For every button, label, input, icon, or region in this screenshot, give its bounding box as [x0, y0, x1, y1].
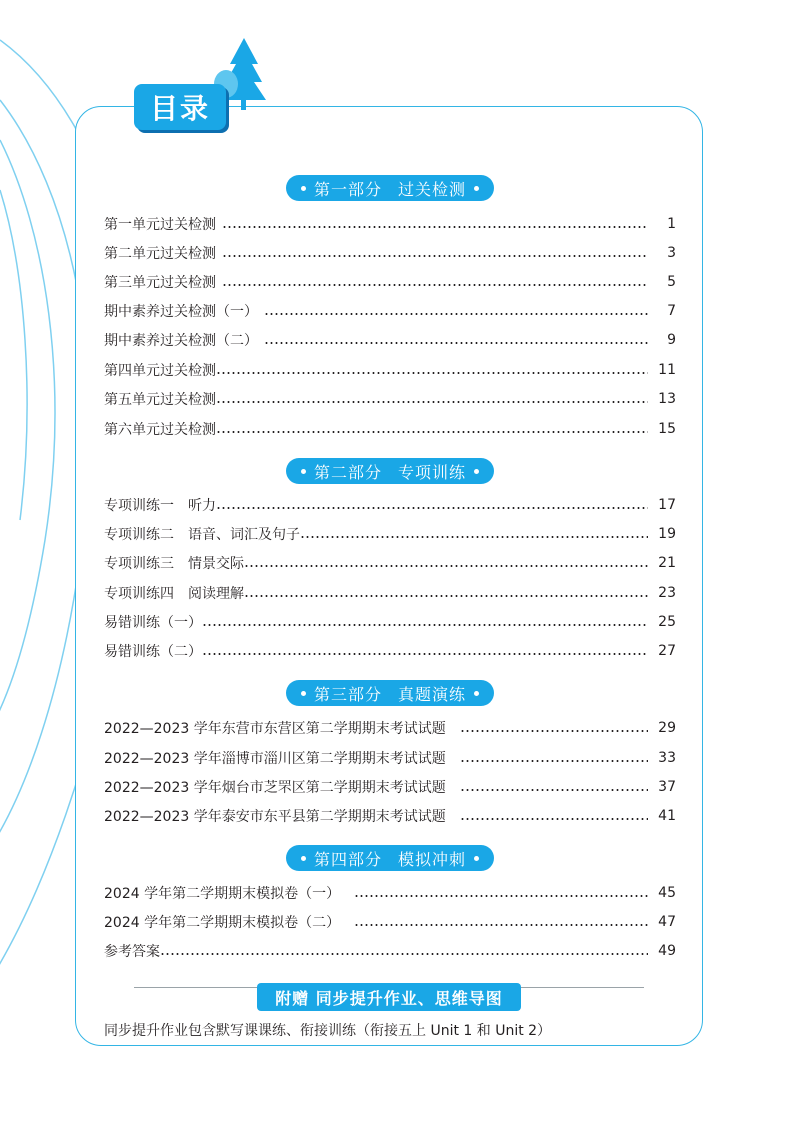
toc-entry[interactable] — [104, 883, 676, 903]
entry-page: 47 — [658, 914, 676, 930]
leader-dots — [222, 255, 648, 257]
dot-icon — [301, 469, 306, 474]
entry-page: 27 — [658, 643, 676, 659]
entry-page: 3 — [667, 245, 676, 261]
entry-page: 17 — [658, 497, 676, 513]
leader-dots — [354, 895, 648, 897]
toc-entry[interactable] — [104, 272, 676, 292]
entry-label: 期中素养过关检测（一） — [104, 304, 258, 320]
section-prefix: 第四部分 — [313, 849, 382, 869]
entry-page: 33 — [658, 750, 676, 766]
bonus-title: 附赠 同步提升作业、思维导图 — [275, 988, 503, 1008]
bonus-note: 同步提升作业包含默写课课练、衔接训练（衔接五上 Unit 1 和 Unit 2） — [104, 1023, 552, 1039]
entry-label: 易错训练（二） — [104, 644, 202, 660]
entry-page: 15 — [658, 421, 676, 437]
entry-label: 第三单元过关检测 — [104, 275, 216, 291]
leader-dots — [460, 818, 648, 820]
section-name: 过关检测 — [398, 179, 467, 199]
toc-title: 目录 — [149, 92, 210, 125]
entry-page: 45 — [658, 885, 676, 901]
entry-page: 49 — [658, 943, 676, 959]
entry-label: 2022—2023 学年淄博市淄川区第二学期期末考试试题 — [104, 751, 446, 767]
entry-sublabel: 听力 — [188, 498, 216, 514]
entry-page: 25 — [658, 614, 676, 630]
leader-dots — [216, 372, 648, 374]
entry-label: 参考答案 — [104, 944, 160, 960]
entry-label: 专项训练四 — [104, 586, 174, 602]
entry-label: 专项训练二 — [104, 527, 174, 543]
leader-dots — [160, 953, 648, 955]
entry-sublabel: 语音、词汇及句子 — [188, 527, 300, 543]
entry-page: 23 — [658, 585, 676, 601]
leader-dots — [300, 536, 648, 538]
leader-dots — [216, 431, 648, 433]
leader-dots — [460, 760, 648, 762]
toc-entry[interactable] — [104, 524, 676, 544]
entry-page: 29 — [658, 720, 676, 736]
entry-page: 1 — [667, 216, 676, 232]
toc-entry[interactable] — [104, 941, 676, 961]
toc-entry[interactable] — [104, 777, 676, 797]
toc-entry[interactable] — [104, 612, 676, 632]
entry-label: 2022—2023 学年烟台市芝罘区第二学期期末考试试题 — [104, 780, 446, 796]
toc-entry[interactable] — [104, 330, 676, 350]
section-name: 模拟冲刺 — [398, 849, 467, 869]
leader-dots — [354, 924, 648, 926]
toc-entry[interactable] — [104, 495, 676, 515]
section-name: 专项训练 — [398, 462, 467, 482]
entry-sublabel: 情景交际 — [188, 556, 244, 572]
toc-entry[interactable] — [104, 214, 676, 234]
toc-entry[interactable] — [104, 806, 676, 826]
toc-entry[interactable] — [104, 641, 676, 661]
toc-title-tab — [134, 84, 226, 130]
dot-icon — [474, 469, 479, 474]
dot-icon — [301, 856, 306, 861]
dot-icon — [474, 186, 479, 191]
entry-label: 期中素养过关检测（二） — [104, 333, 258, 349]
toc-entry[interactable] — [104, 243, 676, 263]
toc-entry[interactable] — [104, 583, 676, 603]
entry-label: 易错训练（一） — [104, 615, 202, 631]
entry-page: 11 — [658, 362, 676, 378]
entry-label: 第六单元过关检测 — [104, 422, 216, 438]
entry-label: 第四单元过关检测 — [104, 363, 216, 379]
entry-label: 专项训练一 — [104, 498, 174, 514]
entry-label: 第二单元过关检测 — [104, 246, 216, 262]
leader-dots — [264, 313, 648, 315]
entry-sublabel: 阅读理解 — [188, 586, 244, 602]
toc-entry[interactable] — [104, 748, 676, 768]
entry-page: 21 — [658, 555, 676, 571]
section-name: 真题演练 — [398, 684, 467, 704]
toc-entry[interactable] — [104, 360, 676, 380]
leader-dots — [202, 624, 648, 626]
section-prefix: 第一部分 — [313, 179, 382, 199]
entry-label: 专项训练三 — [104, 556, 174, 572]
entry-label: 2024 学年第二学期期末模拟卷（二） — [104, 915, 341, 931]
leader-dots — [202, 653, 648, 655]
toc-entry[interactable] — [104, 912, 676, 932]
dot-icon — [301, 186, 306, 191]
leader-dots — [460, 789, 648, 791]
entry-page: 19 — [658, 526, 676, 542]
entry-label: 2024 学年第二学期期末模拟卷（一） — [104, 886, 341, 902]
dot-icon — [301, 691, 306, 696]
entry-page: 5 — [667, 274, 676, 290]
entry-page: 9 — [667, 332, 676, 348]
leader-dots — [244, 565, 648, 567]
bonus-banner — [257, 983, 521, 1011]
entry-page: 41 — [658, 808, 676, 824]
leader-dots — [460, 730, 648, 732]
section-header-3 — [286, 680, 494, 706]
leader-dots — [222, 284, 648, 286]
toc-entry[interactable] — [104, 301, 676, 321]
leader-dots — [216, 401, 648, 403]
leader-dots — [264, 342, 648, 344]
dot-icon — [474, 691, 479, 696]
section-header-2 — [286, 458, 494, 484]
leader-dots — [244, 595, 648, 597]
entry-label: 第五单元过关检测 — [104, 392, 216, 408]
section-header-1 — [286, 175, 494, 201]
leader-dots — [222, 226, 648, 228]
leader-dots — [216, 507, 648, 509]
toc-entry[interactable] — [104, 389, 676, 409]
section-prefix: 第二部分 — [313, 462, 382, 482]
entry-page: 13 — [658, 391, 676, 407]
toc-entry[interactable] — [104, 718, 676, 738]
section-prefix: 第三部分 — [313, 684, 382, 704]
entry-label: 第一单元过关检测 — [104, 217, 216, 233]
entry-label: 2022—2023 学年东营市东营区第二学期期末考试试题 — [104, 721, 446, 737]
entry-label: 2022—2023 学年泰安市东平县第二学期期末考试试题 — [104, 809, 446, 825]
toc-entry[interactable] — [104, 419, 676, 439]
section-header-4 — [286, 845, 494, 871]
entry-page: 37 — [658, 779, 676, 795]
dot-icon — [474, 856, 479, 861]
toc-entry[interactable] — [104, 553, 676, 573]
entry-page: 7 — [667, 303, 676, 319]
